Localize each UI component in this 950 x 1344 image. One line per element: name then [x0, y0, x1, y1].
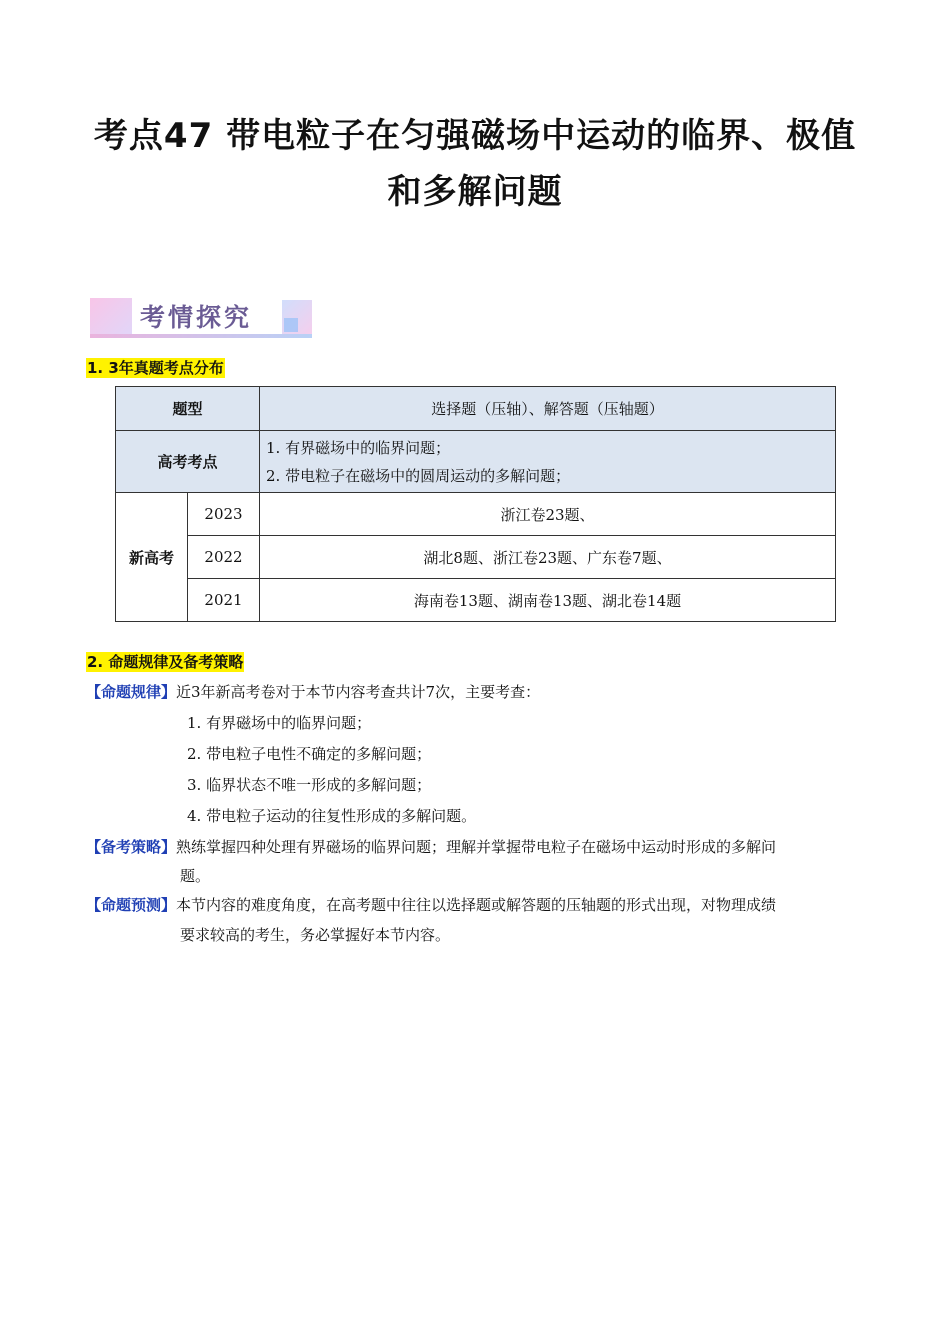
- kaodian-cell: [260, 431, 836, 493]
- yuce-tag: 【命题预测】: [86, 896, 177, 914]
- table-row: [116, 493, 836, 536]
- list-item: 4. 带电粒子运动的往复性形成的多解问题。: [187, 807, 477, 825]
- banner-decoration-square: [284, 318, 298, 332]
- value-cell: 浙江卷23题、: [260, 493, 836, 536]
- kaodian-label: 高考考点: [116, 431, 260, 493]
- banner-underline: [90, 334, 312, 338]
- kaodian-item: 2. 带电粒子在磁场中的圆周运动的多解问题；: [266, 466, 571, 485]
- header-label: 题型: [116, 387, 260, 431]
- guilv-paragraph: [86, 677, 540, 707]
- section1-heading: 1. 3年真题考点分布: [87, 359, 224, 377]
- kaodian-item: 1. 有界磁场中的临界问题；: [266, 438, 451, 457]
- banner-text: 考情探究: [140, 303, 253, 332]
- section-banner: [90, 296, 312, 340]
- exam-distribution-table: [115, 386, 836, 622]
- banner-decoration-left: [90, 298, 132, 334]
- yuce-paragraph: [86, 890, 776, 920]
- list-item: 2. 带电粒子电性不确定的多解问题；: [187, 745, 432, 763]
- section2-heading: 2. 命题规律及备考策略: [87, 653, 244, 671]
- year-cell: 2022: [188, 536, 260, 579]
- header-value: 选择题（压轴）、解答题（压轴题）: [260, 387, 836, 431]
- page-title: [60, 108, 890, 220]
- celue-paragraph: [86, 832, 776, 862]
- table-row-kaodian: [116, 431, 836, 493]
- yuce-line-2: 要求较高的考生，务必掌握好本节内容。: [180, 926, 451, 944]
- celue-line-2: 题。: [180, 867, 211, 885]
- table-row-header: [116, 387, 836, 431]
- list-item: 3. 临界状态不唯一形成的多解问题；: [187, 776, 432, 794]
- list-item: 1. 有界磁场中的临界问题；: [187, 714, 372, 732]
- table-row: [116, 536, 836, 579]
- celue-tag: 【备考策略】: [86, 838, 177, 856]
- value-cell: 湖北8题、浙江卷23题、广东卷7题、: [260, 536, 836, 579]
- guilv-text: 近3年新高考卷对于本节内容考查共计7次，主要考查：: [176, 683, 541, 701]
- yuce-line-1: 本节内容的难度角度，在高考题中往往以选择题或解答题的压轴题的形式出现，对物理成绩: [176, 896, 777, 914]
- table-row: [116, 579, 836, 622]
- guilv-tag: 【命题规律】: [86, 683, 177, 701]
- title-line-1: 考点47 带电粒子在匀强磁场中运动的临界、极值: [93, 116, 857, 156]
- year-cell: 2023: [188, 493, 260, 536]
- year-cell: 2021: [188, 579, 260, 622]
- celue-line-1: 熟练掌握四种处理有界磁场的临界问题；理解并掌握带电粒子在磁场中运动时形成的多解问: [176, 838, 777, 856]
- value-cell: 海南卷13题、湖南卷13题、湖北卷14题: [260, 579, 836, 622]
- group-label: 新高考: [116, 493, 188, 622]
- title-line-2: 和多解问题: [387, 172, 563, 212]
